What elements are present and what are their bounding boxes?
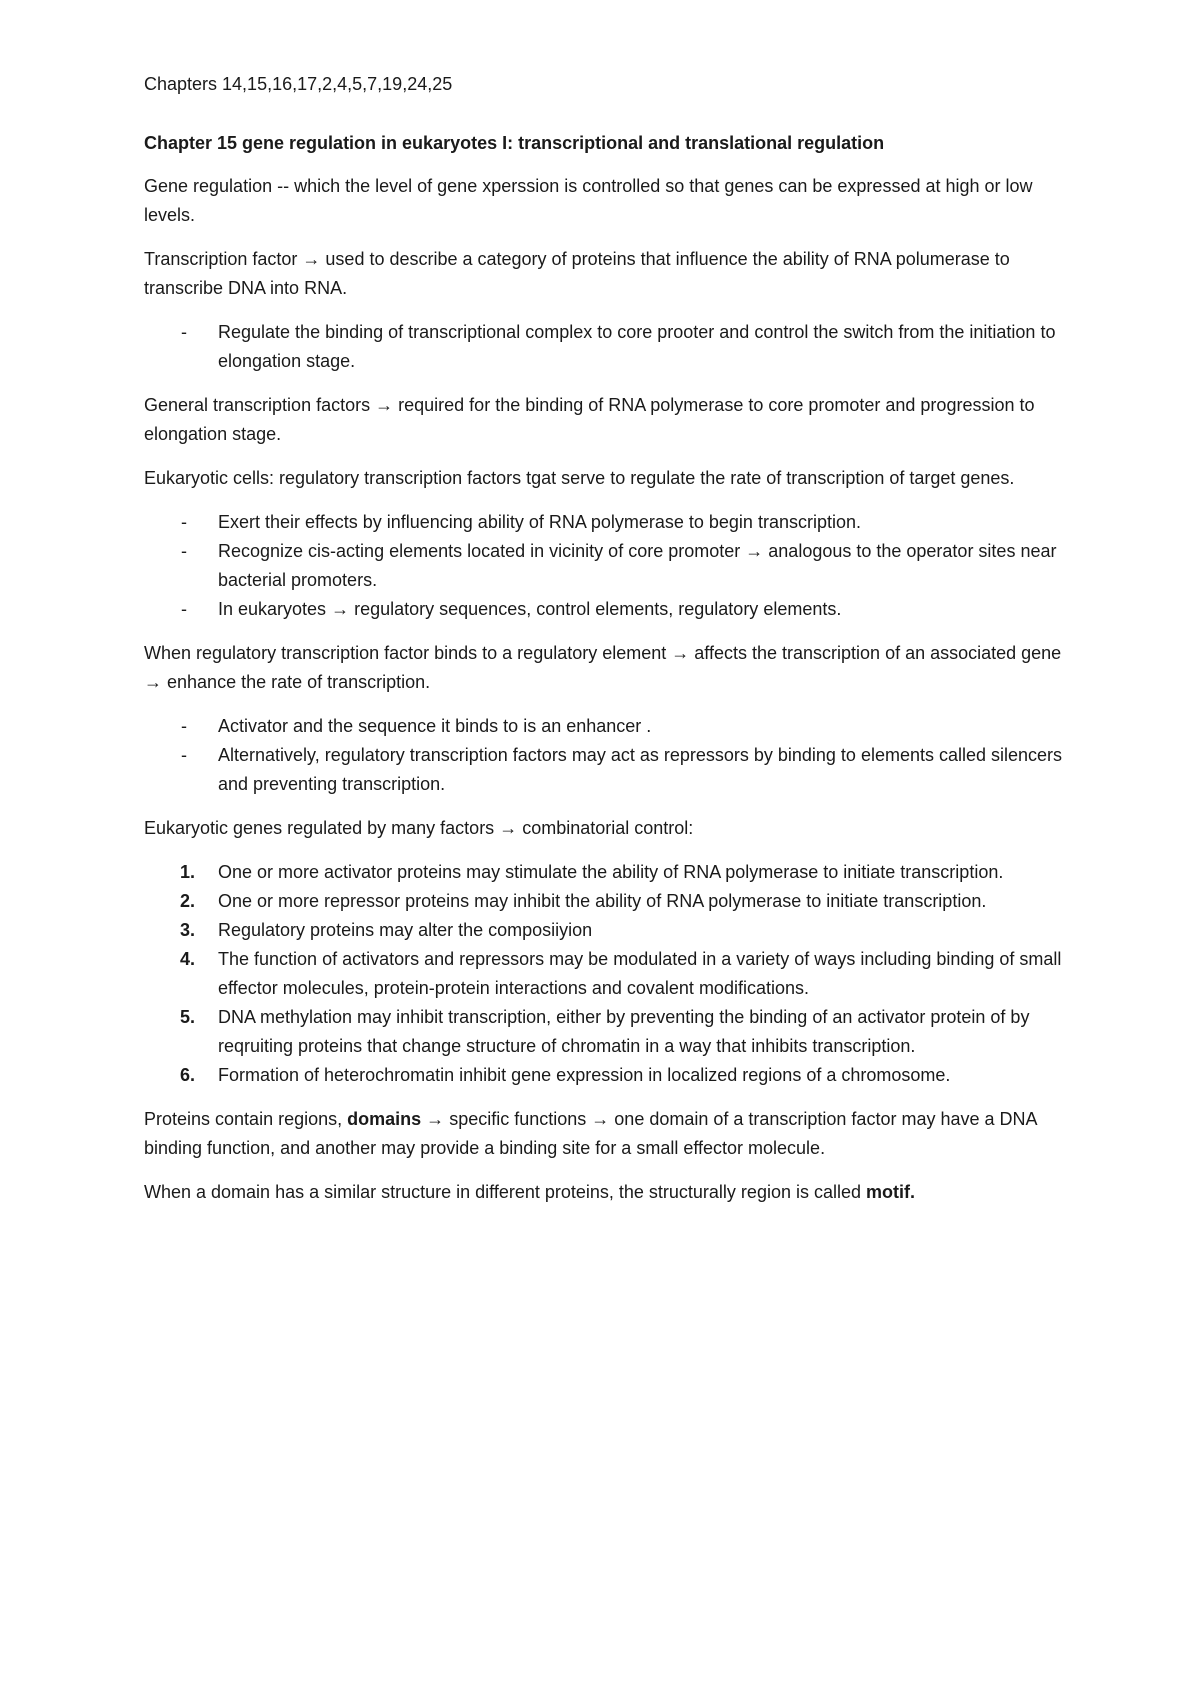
arrow-icon: → [745, 541, 764, 561]
numbered-item-text: DNA methylation may inhibit transcription, either by preventing the binding of an activator protein of by reqruiting proteins that change structure of chromatin in a way that inhibits transcription. [218, 1007, 1030, 1056]
motif-term: motif. [866, 1182, 916, 1202]
arrow-icon: → [375, 395, 394, 415]
when-binds-text: When regulatory transcription factor binds to a regulatory element [144, 643, 667, 663]
item-number: 4. [180, 949, 196, 969]
combinatorial-text: combinatorial control: [522, 818, 694, 838]
activator-list [144, 712, 1064, 799]
list-item [144, 595, 1064, 624]
item-number: 2. [180, 891, 196, 911]
arrow-icon: → [302, 249, 321, 269]
numbered-item-text: One or more activator proteins may stimulate the ability of RNA polymerase to initiate transcription. [218, 862, 1004, 882]
numbered-item [144, 1003, 1064, 1061]
numbered-item [144, 887, 1064, 916]
domains-text: Proteins contain regions, [144, 1109, 343, 1129]
dash-marker: - [181, 541, 187, 561]
numbered-item [144, 1061, 1064, 1090]
chapter-title: Chapter 15 gene regulation in eukaryotes I: transcriptional and translational regulation [144, 133, 885, 153]
arrow-icon: → [499, 818, 518, 838]
item-number: 3. [180, 920, 196, 940]
item-number: 6. [180, 1065, 196, 1085]
numbered-item [144, 945, 1064, 1003]
dash-marker: - [181, 322, 187, 342]
motif-text: When a domain has a similar structure in different proteins, the structurally region is called [144, 1182, 862, 1202]
list-item-text: analogous to the operator sites near bacterial promoters. [218, 541, 1057, 590]
numbered-item-text: One or more repressor proteins may inhibit the ability of RNA polymerase to initiate transcription. [218, 891, 987, 911]
list-item-text: In eukaryotes [218, 599, 327, 619]
motif-paragraph [144, 1178, 1064, 1207]
arrow-icon: → [426, 1109, 445, 1129]
combinatorial-paragraph [144, 814, 1064, 843]
transcription-factor-paragraph [144, 245, 1064, 303]
numbered-item-text: Formation of heterochromatin inhibit gene expression in localized regions of a chromosome. [218, 1065, 951, 1085]
item-number: 5. [180, 1007, 196, 1027]
list-item [144, 712, 1064, 741]
combinatorial-text: Eukaryotic genes regulated by many factors [144, 818, 495, 838]
item-number: 1. [180, 862, 196, 882]
when-binds-text: affects the transcription of an associated gene [694, 643, 1062, 663]
dash-marker: - [181, 599, 187, 619]
when-binds-paragraph [144, 639, 1064, 697]
list-item-text: Recognize cis-acting elements located in vicinity of core promoter [218, 541, 741, 561]
arrow-icon: → [591, 1109, 610, 1129]
transcription-factor-term: Transcription factor [144, 249, 298, 269]
list-item-text: Exert their effects by influencing ability of RNA polymerase to begin transcription. [218, 512, 861, 532]
list-item [144, 508, 1064, 537]
dash-marker: - [181, 512, 187, 532]
list-item-text: regulatory sequences, control elements, regulatory elements. [354, 599, 842, 619]
dash-marker: - [181, 716, 187, 736]
list-item-text: Activator and the sequence it binds to is an enhancer . [218, 716, 652, 736]
arrow-icon: → [671, 643, 690, 663]
numbered-item [144, 916, 1064, 945]
gene-regulation-paragraph: Gene regulation -- which the level of gene xperssion is controlled so that genes can be expressed at high or low levels. [144, 176, 1033, 225]
transcription-factor-text: used to describe a category of proteins that influence the ability of RNA polumerase to transcribe DNA into RNA. [144, 249, 1010, 298]
list-item [144, 318, 1064, 376]
list-item [144, 537, 1064, 595]
when-binds-text: enhance the rate of transcription. [167, 672, 431, 692]
domains-term: domains [347, 1109, 422, 1129]
dash-marker: - [181, 745, 187, 765]
numbered-item-text: Regulatory proteins may alter the composiiyion [218, 920, 593, 940]
eukaryotic-cells-list [144, 508, 1064, 624]
numbered-item-text: The function of activators and repressors may be modulated in a variety of ways including binding of small effector molecules, protein-protein interactions and covalent modifications. [218, 949, 1062, 998]
numbered-item [144, 858, 1064, 887]
chapters-header: Chapters 14,15,16,17,2,4,5,7,19,24,25 [144, 74, 453, 94]
list-item-text: Regulate the binding of transcriptional complex to core prooter and control the switch from the initiation to elongation stage. [218, 322, 1056, 371]
arrow-icon: → [144, 672, 162, 692]
domains-text: specific functions [449, 1109, 587, 1129]
arrow-icon: → [331, 599, 350, 619]
transcription-factor-list [144, 318, 1064, 376]
combinatorial-control-list [144, 858, 1064, 1090]
list-item [144, 741, 1064, 799]
general-tf-term: General transcription factors [144, 395, 371, 415]
general-tf-text: required for the binding of RNA polymerase to core promoter and progression to elongation stage. [144, 395, 1035, 444]
domains-text: one domain of a transcription factor may have a DNA binding function, and another may provide a binding site for a small effector molecule. [144, 1109, 1037, 1158]
eukaryotic-cells-paragraph: Eukaryotic cells: regulatory transcription factors tgat serve to regulate the rate of transcription of target genes. [144, 468, 1015, 488]
document-body [144, 70, 1064, 1222]
general-tf-paragraph [144, 391, 1064, 449]
domains-paragraph [144, 1105, 1064, 1163]
list-item-text: Alternatively, regulatory transcription factors may act as repressors by binding to elements called silencers and preventing transcription. [218, 745, 1063, 794]
